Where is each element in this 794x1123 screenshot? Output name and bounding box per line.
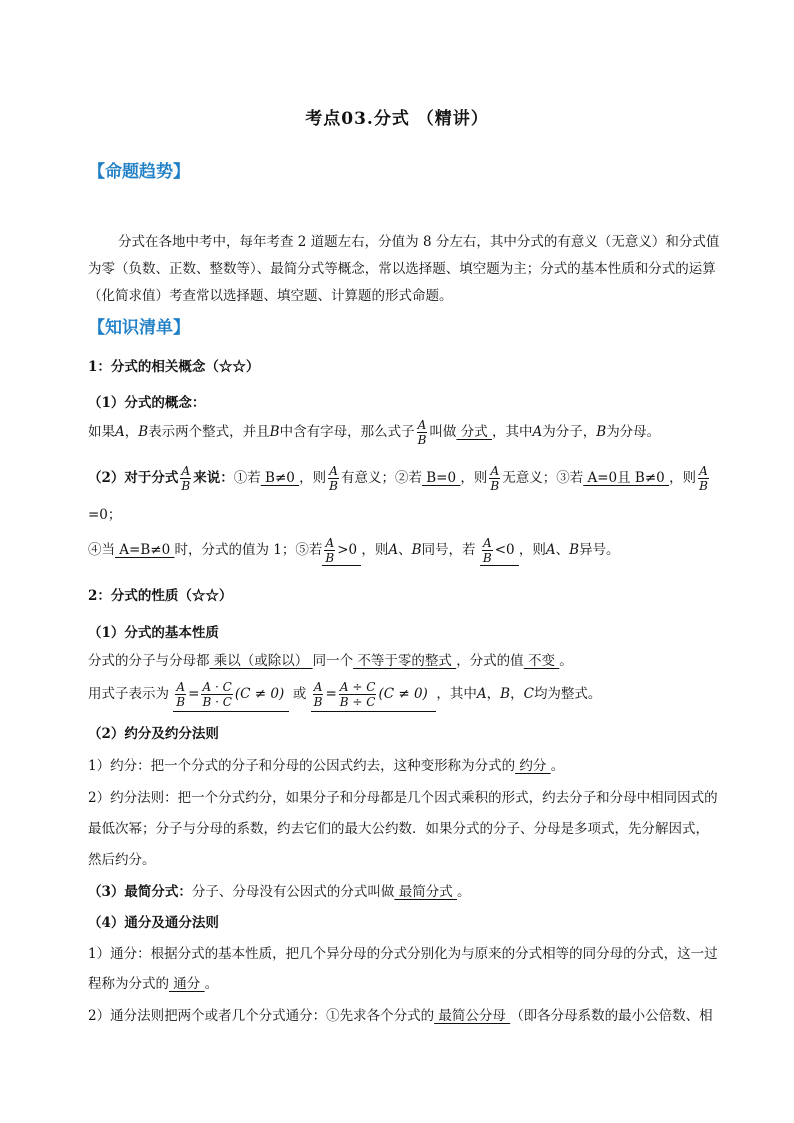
k2-sub1: （1）分式的基本性质 (88, 625, 219, 641)
trend-line-2: 为零（负数、正数、整数等）、最简分式等概念，常以选择题、填空题为主；分式的基本性质和分式的运算 (88, 261, 716, 277)
property-formula: 用式子表示为 $\frac{A}{B}$ = $\frac{A \cdot C}{B \cdot C}$ (C ≠ 0) 或 $\frac{A}{B}$ = $\frac{A \div C}{B \div C}$ (C ≠ 0) ，其中A，B，C均为整式。 (88, 680, 601, 712)
section-heading-trend: 【命题趋势】 (88, 162, 190, 182)
reduction-rule-3: 然后约分。 (88, 852, 156, 868)
fraction-definition: 如果A，B表示两个整式，并且B中含有字母，那么式子 $\frac{A}{B}$ 叫做 分式 ，其中A为分子，B为分母。 (88, 418, 661, 447)
basic-property: 分式的分子与分母都 乘以（或除以） 同一个 不等于零的整式 ，分式的值 不变 。 (88, 653, 573, 669)
reduction-rule-2: 最低次幂；分子与分母的系数，约去它们的最大公约数．如果分式的分子、分母是多项式，先分解因式， (88, 821, 709, 837)
simplest-fraction: （3）最简分式：分子、分母没有公因式的分式叫做 最简分式 。 (88, 884, 471, 900)
k1-sub1: （1）分式的概念： (88, 395, 206, 411)
trend-line-3: （化简求值）考查常以选择题、填空题、计算题的形式命题。 (88, 288, 453, 304)
k1-heading: 1：分式的相关概念（☆☆） (88, 359, 260, 375)
common-denominator-def-2: 程称为分式的 通分 。 (88, 976, 219, 992)
k2-heading: 2：分式的性质（☆☆） (88, 588, 233, 604)
reduction-def: 1）约分：把一个分式的分子和分母的公因式约去，这种变形称为分式的 约分 。 (88, 758, 565, 774)
fraction-conditions: （2）对于分式 $\frac{A}{B}$ 来说：①若 B≠0 ，则 $\frac{A}{B}$ 有意义；②若 B=0 ，则 $\frac{A}{B}$ 无意义；③若 A=0且 B≠0 ，则 $\frac{A}{B}$ (88, 464, 708, 493)
trend-line-1: 分式在各地中考中，每年考查 2 道题左右，分值为 8 分左右，其中分式的有意义（无意义）和分式值 (118, 234, 720, 250)
common-denominator-def-1: 1）通分：根据分式的基本性质，把几个异分母的分式分别化为与原来的分式相等的同分母的分式，这一过 (88, 946, 718, 962)
section-heading-knowledge: 【知识清单】 (88, 318, 190, 338)
fraction-conditions-tail: =0； (88, 507, 122, 523)
common-denominator-rule: 2）通分法则把两个或者几个分式通分：①先求各个分式的 最简公分母 （即各分母系数的最小公倍数、相 (88, 1008, 713, 1024)
reduction-rule-1: 2）约分法则：把一个分式约分，如果分子和分母都是几个因式乘积的形式，约去分子和分母中相同因式的 (88, 790, 718, 806)
page-title: 考点03.分式 （精讲） (305, 109, 489, 129)
answer-fraction: 分式 (456, 424, 493, 440)
fraction-conditions-2: ④当 A=B≠0 时，分式的值为 1；⑤若 $\frac{A}{B}$ >0 ，则A、B同号，若 $\frac{A}{B}$ <0 ，则A、B异号。 (88, 536, 620, 565)
k2-sub4: （4）通分及通分法则 (88, 915, 219, 931)
k2-sub2: （2）约分及约分法则 (88, 726, 219, 742)
